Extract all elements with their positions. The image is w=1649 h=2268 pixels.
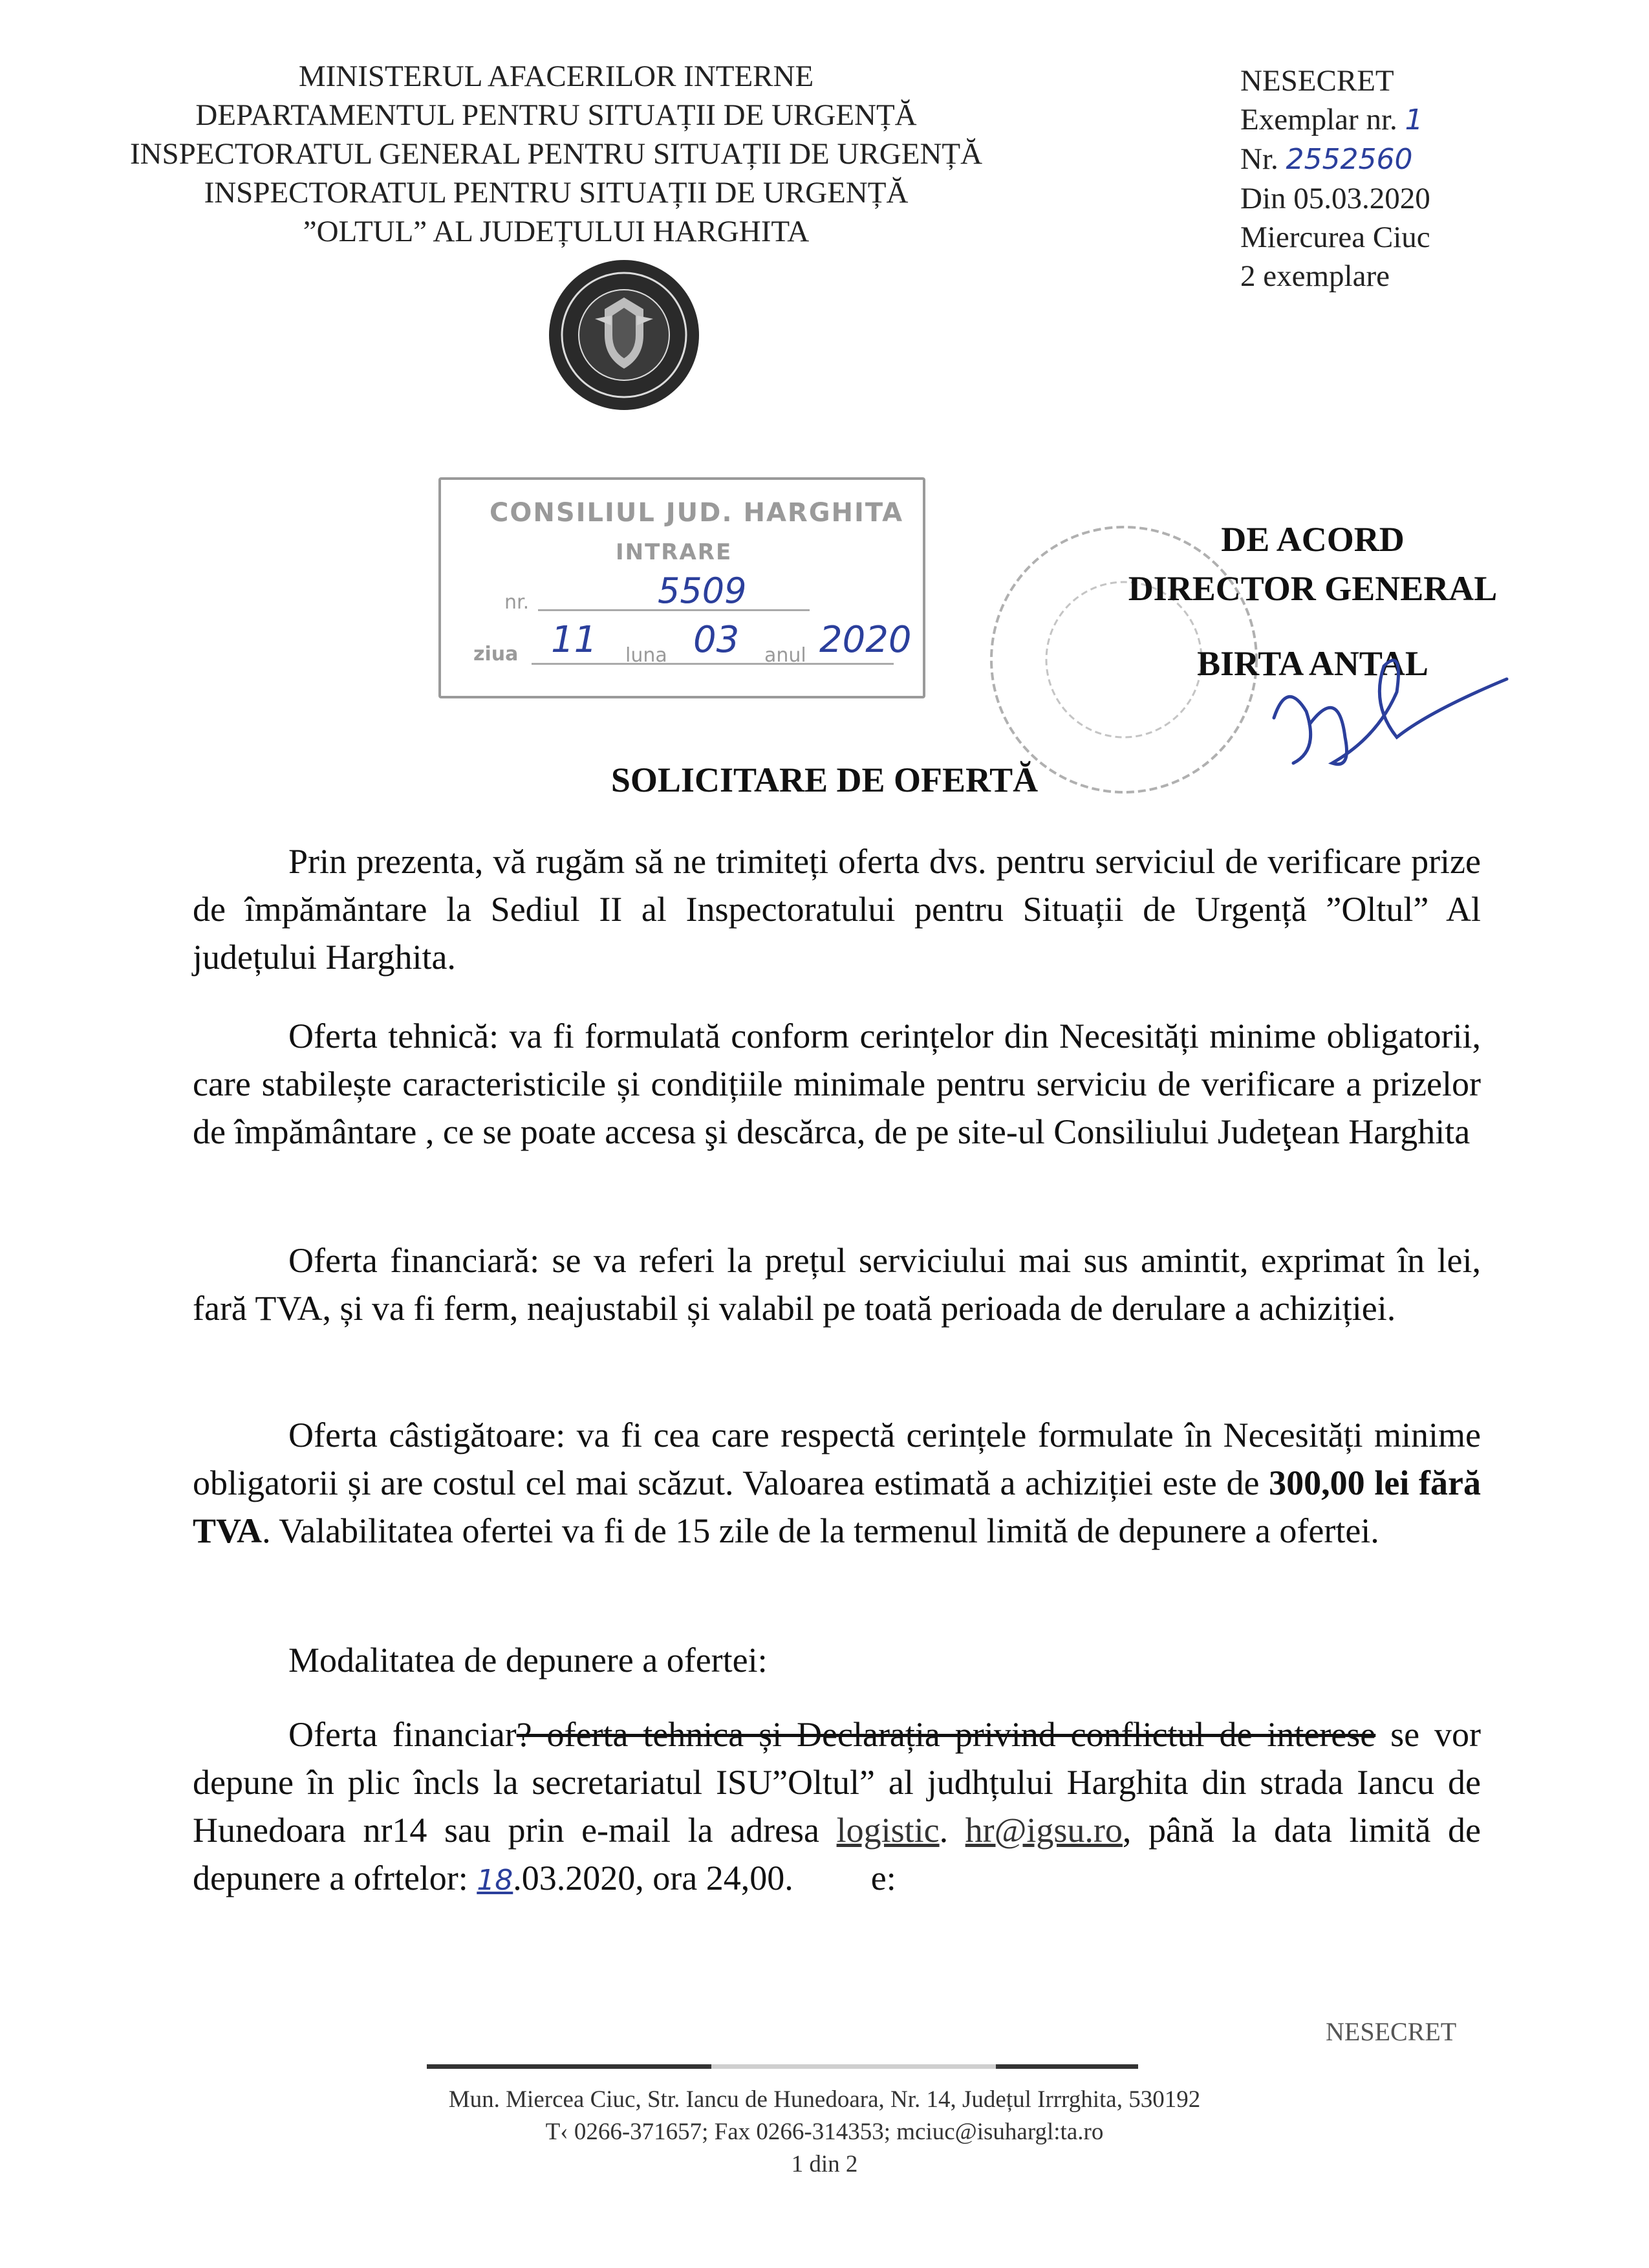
ministry-line: INSPECTORATUL PENTRU SITUAȚII DE URGENȚĂ — [204, 176, 909, 210]
body-paragraph-submission-heading: Modalitatea de depunere a ofertei: — [288, 1641, 768, 1679]
stamp-luna-value: 03 — [693, 619, 740, 661]
ministry-line: DEPARTAMENTUL PENTRU SITUAȚII DE URGENȚĂ — [195, 98, 917, 132]
nr-line: Nr. 2552560 — [1240, 142, 1413, 176]
stamp-council-name: CONSILIUL JUD. HARGHITA — [490, 498, 904, 528]
stamp-date-line — [532, 663, 894, 665]
date-line: Din 05.03.2020 — [1240, 182, 1430, 215]
stamp-luna-label: luna — [625, 644, 667, 667]
page-number: 1 din 2 — [791, 2151, 858, 2177]
document-registration — [1240, 61, 1430, 296]
copies-line: 2 exemplare — [1240, 259, 1390, 293]
footer-phone: T‹ 0266-371657; Fax 0266-314353; mciuc@isuhargl:ta.ro — [545, 2119, 1104, 2145]
footer-rule — [996, 2064, 1138, 2069]
classification-label: NESECRET — [1240, 64, 1394, 98]
stamp-intrare-label: INTRARE — [616, 539, 733, 565]
director-name: BIRTA ANTAL — [1197, 644, 1428, 683]
footer-rule — [711, 2064, 996, 2069]
footer-contact — [0, 2084, 1649, 2181]
stamp-nr-value: 5509 — [658, 570, 747, 611]
stamp-ziua-label: ziua — [473, 643, 519, 665]
stamp-anul-value: 2020 — [819, 619, 912, 661]
email-link-logistic[interactable]: logistic — [836, 1811, 940, 1850]
exemplar-line: Exemplar nr. 1 — [1240, 103, 1423, 136]
estimated-value: 300,00 lei fără TVA — [193, 1463, 1481, 1550]
registration-number: 2552560 — [1286, 143, 1413, 176]
footer-address: Mun. Miercea Ciuc, Str. Iancu de Hunedoara, Nr. 14, Județul Irrrghita, 530192 — [448, 2086, 1201, 2113]
email-link-hr[interactable]: hr@igsu.ro — [965, 1811, 1123, 1850]
body-paragraph-financial: Oferta financiară: se va referi la prețul serviciului mai sus amintit, exprimat în lei, fară TVA, și va fi ferm, neajustabil și valabil pe toată perioada de derulare a achiziției. — [193, 1241, 1481, 1328]
ministry-line: INSPECTORATUL GENERAL PENTRU SITUAȚII DE URGENȚĂ — [129, 137, 983, 171]
ministry-line: MINISTERUL AFACERILOR INTERNE — [298, 59, 814, 93]
stamp-ziua-value: 11 — [551, 619, 598, 661]
footer-rule — [427, 2064, 711, 2069]
struck-text: ? oferta tehnica și Declarația privind conflictul de interese — [516, 1715, 1376, 1754]
registry-stamp — [438, 477, 925, 698]
ministry-line: ”OLTUL” AL JUDEȚULUI HARGHITA — [303, 215, 810, 248]
institution-seal-icon — [546, 257, 702, 413]
body-paragraph-submission: Oferta financiar? oferta tehnica și Declarația privind conflictul de interese se vor depune în plic încls la secretariatul ISU”Oltul” al judhțului Harghita din strada Iancu de Hunedoara nr14 sau prin e-mail la adresa logistic. hr@igsu.ro, până la data limită de depunere a ofrtelor: 18.03.2020, ora 24,00. e: — [193, 1715, 1482, 1897]
stamp-anul-label: anul — [764, 644, 806, 667]
body-paragraph-technical: Oferta tehnică: va fi formulată conform cerințelor din Necesități minime obligatorii, care stabilește caracteristicile și condițiile minimale pentru serviciu de verificare a prizelor de împământare , ce se poate accesa şi descărca, de pe site-ul Consiliului Judeţean Harghita — [193, 1017, 1481, 1151]
exemplar-number: 1 — [1405, 103, 1423, 136]
deadline-day: 18 — [477, 1864, 513, 1897]
approval-line: DE ACORD — [1221, 520, 1405, 559]
approval-title: DIRECTOR GENERAL — [1128, 569, 1498, 608]
stamp-nr-label: nr. — [504, 591, 530, 614]
body-paragraph-1: Prin prezenta, vă rugăm să ne trimiteți oferta dvs. pentru serviciul de verificare prize de împămăntare la Sediul II al Inspectoratului pentru Situații de Urgență ”Oltul” Al județului Harghita. — [193, 842, 1481, 977]
footer-classification: NESECRET — [1326, 2017, 1457, 2046]
document-title: SOLICITARE DE OFERTĂ — [610, 761, 1039, 799]
place-line: Miercurea Ciuc — [1240, 221, 1430, 254]
body-paragraph-winning: Oferta câstigătoare: va fi cea care respectă cerințele formulate în Necesități minime obligatorii și are costul cel mai scăzut. Valoarea estimată a achiziției este de 300,00 lei fără TVA. Valabilitatea ofertei va fi de 15 zile de la termenul limită de depunere a ofertei. — [193, 1416, 1481, 1550]
ministry-header — [129, 57, 983, 251]
